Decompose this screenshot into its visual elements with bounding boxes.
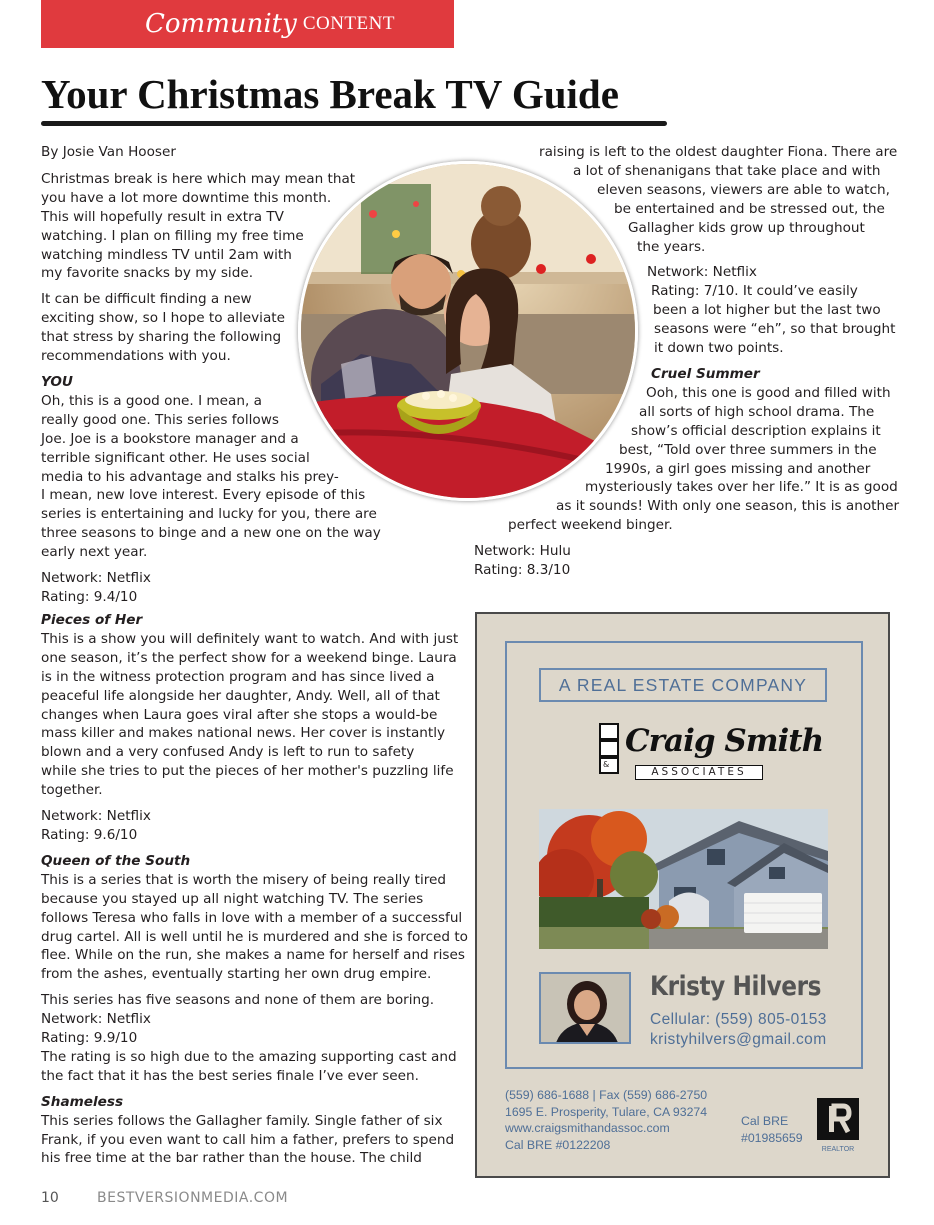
text-line: changes when Laura goes viral after she stops a would-be <box>41 706 438 723</box>
company-website[interactable]: www.craigsmithandassoc.com <box>505 1121 670 1135</box>
text-line: all sorts of high school drama. The <box>639 403 875 420</box>
text-line: mysteriously takes over her life.” It is as good <box>585 479 898 496</box>
text-line: The rating is so high due to the amazing supporting cast and <box>41 1048 457 1065</box>
company-contact-block <box>505 1087 707 1153</box>
network-label: Network: Netflix <box>41 570 151 587</box>
page-title: Your Christmas Break TV Guide <box>41 71 619 117</box>
agent-name: Kristy Hilvers <box>650 971 822 1002</box>
show-title-shameless: Shameless <box>41 1093 124 1110</box>
text-line: his free time at the bar rather than the house. The child <box>41 1150 422 1167</box>
text-line: been a lot higher but the last two <box>653 302 881 319</box>
text-line: #01985659 <box>741 1130 803 1145</box>
text-line: eleven seasons, viewers are able to watch, <box>597 181 890 198</box>
ad-company-tagline: A REAL ESTATE COMPANY <box>539 668 827 702</box>
text-line: follows Teresa who falls in love with a member of a successful <box>41 909 463 926</box>
section-tag-script: Community <box>145 9 297 39</box>
text-line: Ooh, this one is good and filled with <box>646 384 891 401</box>
text-line: peaceful life alongside her daughter, Andy. Well, all of that <box>41 687 440 704</box>
text-line: watching mindless TV until 2am with <box>41 246 292 263</box>
text-line: best, “Told over three summers in the <box>619 441 877 458</box>
text-line: seasons were “eh”, so that brought <box>654 321 896 338</box>
agent-email[interactable]: kristyhilvers@gmail.com <box>650 1031 827 1048</box>
text-line: it down two points. <box>654 340 784 357</box>
text-line: I mean, new love interest. Every episode of this <box>41 487 366 504</box>
text-line: Christmas break is here which may mean that <box>41 170 356 187</box>
show-you-info <box>41 569 381 607</box>
text-line: This will hopefully result in extra TV <box>41 208 284 225</box>
text-line: This series has five seasons and none of them are boring. <box>41 992 435 1009</box>
headline-divider <box>41 121 667 126</box>
text-line: show’s official description explains it <box>631 422 881 439</box>
network-label: Network: Netflix <box>647 264 757 281</box>
text-line: the years. <box>637 238 706 255</box>
house-illustration <box>539 809 828 949</box>
text-line: raising is left to the oldest daughter Fiona. There are <box>539 144 898 160</box>
network-label: Network: Netflix <box>41 808 151 825</box>
agent-portrait <box>541 974 631 1044</box>
text-line: recommendations with you. <box>41 348 231 365</box>
text-line: Gallagher kids grow up throughout <box>628 219 865 236</box>
logo-box-icon <box>599 740 619 757</box>
left-bottom-column <box>41 611 469 1175</box>
craig-smith-logo <box>599 723 824 789</box>
photo-illustration <box>301 164 638 501</box>
text-line: be entertained and be stressed out, the <box>614 200 885 217</box>
text-line: is in the witness protection program and has since lived a <box>41 668 435 685</box>
rating-label: Rating: 9.6/10 <box>41 826 138 843</box>
text-line: It can be difficult finding a new <box>41 291 252 308</box>
text-line: Cal BRE <box>741 1114 789 1128</box>
text-line: a lot of shenanigans that take place and with <box>573 162 881 179</box>
rating-label: Rating: 9.9/10 <box>41 1030 138 1047</box>
text-line: watching. I plan on filling my free time <box>41 227 304 244</box>
company-address: 1695 E. Prosperity, Tulare, CA 93274 <box>505 1104 708 1119</box>
section-tag <box>41 0 454 48</box>
realtor-logo-icon <box>815 1098 861 1154</box>
realtor-r-icon <box>815 1098 861 1154</box>
text-line: you have a lot more downtime this month. <box>41 189 332 206</box>
section-tag-caps: CONTENT <box>302 13 395 34</box>
show-pieces <box>41 611 461 800</box>
show-title-you: YOU <box>41 373 73 390</box>
text-line: terrible significant other. He uses social <box>41 449 310 466</box>
show-title-queen: Queen of the South <box>41 852 191 869</box>
company-license: Cal BRE #0122208 <box>505 1137 611 1152</box>
show-title-cruel: Cruel Summer <box>651 365 760 382</box>
rating-label: Rating: 7/10. It could’ve easily <box>651 283 858 300</box>
network-label: Network: Hulu <box>474 543 571 560</box>
text-line: This is a show you will definitely want to watch. And with just <box>41 630 459 647</box>
real-estate-ad[interactable] <box>475 612 890 1178</box>
agent-license-block <box>741 1113 803 1146</box>
show-queen-info <box>41 991 461 1086</box>
text-line: flee. While on the run, she makes a name for herself and rises <box>41 947 465 964</box>
text-line: three seasons to binge and a new one on the way <box>41 525 381 542</box>
show-queen <box>41 852 469 984</box>
logo-ampersand: & <box>603 760 610 769</box>
text-line: 1990s, a girl goes missing and another <box>605 460 871 477</box>
text-line: one season, it’s the perfect show for a weekend binge. Laura <box>41 649 457 666</box>
agent-cellular[interactable]: Cellular: (559) 805-0153 <box>650 1011 827 1028</box>
network-label: Network: Netflix <box>41 1011 151 1028</box>
house-photo <box>539 809 828 949</box>
text-line: that stress by sharing the following <box>41 329 282 346</box>
text-line: my favorite snacks by my side. <box>41 265 254 282</box>
text-line: as it sounds! With only one season, this is another <box>556 498 900 515</box>
text-line: perfect weekend binger. <box>508 517 673 534</box>
text-line: exciting show, so I hope to alleviate <box>41 310 285 327</box>
text-line: while she tries to put the pieces of her mother's puzzling life <box>41 763 454 780</box>
logo-box-icon <box>599 723 619 740</box>
text-line: This is a series that is worth the misery of being really tired <box>41 871 447 888</box>
couple-watching-tv-photo <box>298 161 638 501</box>
company-phone[interactable]: (559) 686-1688 | Fax (559) 686-2750 <box>505 1088 708 1102</box>
text-line: Oh, this is a good one. I mean, a <box>41 392 262 409</box>
logo-wordmark: Craig Smith <box>625 723 824 759</box>
text-line: media to his advantage and stalks his prey- <box>41 468 339 485</box>
text-line: because you stayed up all night watching TV. The series <box>41 890 424 907</box>
text-line: early next year. <box>41 544 148 561</box>
show-pieces-info <box>41 807 461 845</box>
byline: By Josie Van Hooser <box>41 144 176 160</box>
text-line: mass killer and makes national news. Her cover is instantly <box>41 725 446 742</box>
show-title-pieces: Pieces of Her <box>41 612 143 628</box>
rating-label: Rating: 8.3/10 <box>474 562 571 579</box>
logo-associates: ASSOCIATES <box>635 765 763 780</box>
agent-photo <box>539 972 631 1044</box>
text-line: drug cartel. All is well until he is murdered and she is forced to <box>41 928 469 945</box>
footer-site[interactable]: BESTVERSIONMEDIA.COM <box>97 1190 289 1206</box>
text-line: This series follows the Gallagher family. Single father of six <box>41 1112 443 1129</box>
text-line: series is entertaining and lucky for you, there are <box>41 506 377 523</box>
page-number: 10 <box>41 1190 59 1206</box>
ad-inner-frame <box>505 641 863 1069</box>
text-line: blown and a very confused Andy is left to run to safety <box>41 744 415 761</box>
realtor-label: REALTOR <box>821 1146 855 1153</box>
text-line: Joe. Joe is a bookstore manager and a <box>41 430 299 447</box>
text-line: the fact that it has the best series finale I’ve ever seen. <box>41 1067 419 1084</box>
text-line: really good one. This series follows <box>41 411 279 428</box>
text-line: from the ashes, eventually starting her own drug empire. <box>41 966 432 983</box>
show-shameless <box>41 1093 461 1169</box>
text-line: together. <box>41 782 103 799</box>
text-line: Frank, if you even want to call him a father, prefers to spend <box>41 1131 455 1148</box>
rating-label: Rating: 9.4/10 <box>41 588 138 605</box>
